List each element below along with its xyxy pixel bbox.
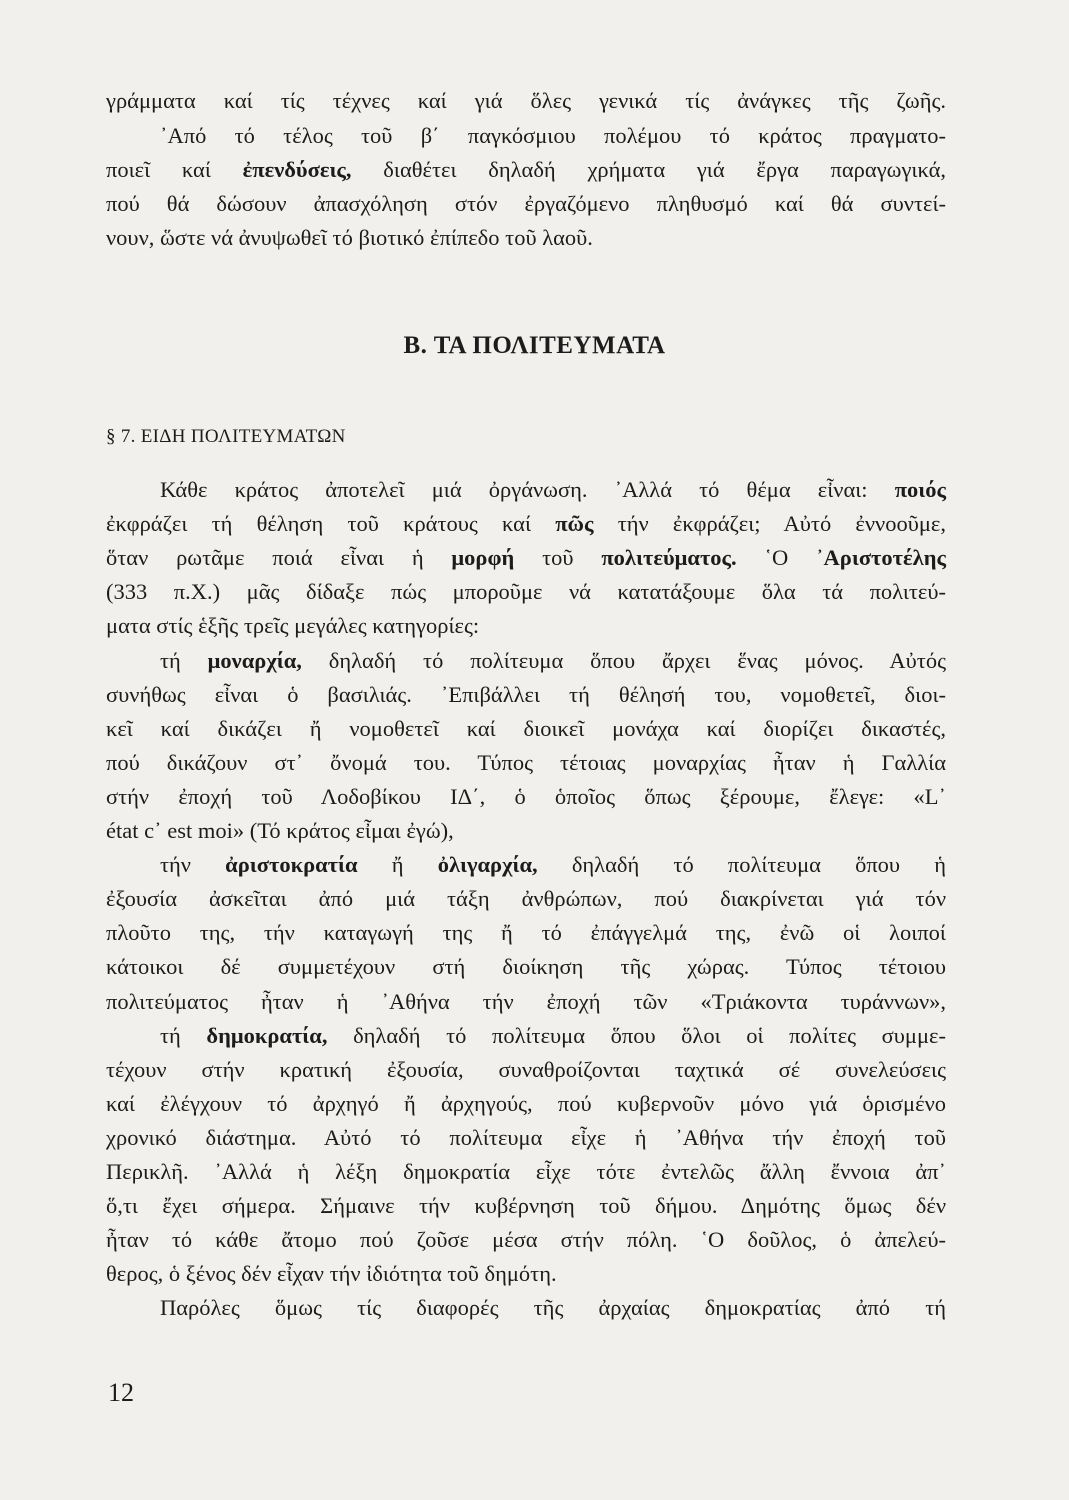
text-line: κάτοικοι δέ συμμετέχουν στή διοίκηση τῆς χώρας. Τύπος τέτοιου [106, 954, 946, 980]
text-span: δηλαδή τό πολίτευμα ὅπου ἄρχει ἕνας μόνος. Αὐτός [301, 647, 946, 673]
text-line: ἐξουσία ἀσκεῖται ἀπό μιά τάξη ἀνθρώπων, πού διακρίνεται γιά τόν [106, 886, 946, 912]
page-number: 12 [108, 1378, 134, 1407]
text-line [160, 1021, 946, 1051]
text-line: πού δικάζουν στ᾿ ὄνομά του. Τύπος τέτοιας μοναρχίας ἦταν ἡ Γαλλία [106, 749, 946, 775]
emphasized-term: πολιτεύματος. [601, 545, 737, 571]
text-line: πολιτεύματος ἦταν ἡ ᾿Αθήνα τήν ἐποχή τῶν «Τριάκοντα τυράννων», [106, 988, 946, 1014]
text-line [106, 155, 946, 185]
text-line [106, 543, 946, 573]
emphasized-term: ἐπενδύσεις, [242, 157, 352, 182]
text-line: Περικλῆ. ᾿Αλλά ἡ λέξη δημοκρατία εἶχε τότε ἐντελῶς ἄλλη ἔννοια ἀπ᾿ [106, 1159, 946, 1184]
text-span: τοῦ [514, 545, 602, 571]
text-line: ἦταν τό κάθε ἄτομο πού ζοῦσε μέσα στήν πόλη. ῾Ο δοῦλος, ὁ ἀπελεύ- [106, 1227, 946, 1253]
text-line: νουν, ὥστε νά ἀνυψωθεῖ τό βιοτικό ἐπίπεδο τοῦ λαοῦ. [106, 225, 593, 250]
emphasized-term: ὀλιγαρχία, [437, 852, 538, 878]
text-line: ματα στίς ἑξῆς τρεῖς μεγάλες κατηγορίες: [106, 613, 480, 639]
text-line: ὅ,τι ἔχει σήμερα. Σήμαινε τήν κυβέρνηση τοῦ δήμου. Δημότης ὅμως δέν [106, 1193, 946, 1219]
text-line: στήν ἐποχή τοῦ Λοδοβίκου ΙΔ΄, ὁ ὁποῖος ὅπως ξέρουμε, ἔλεγε: «L᾿ [106, 783, 946, 809]
text-line [160, 475, 946, 505]
text-span: ὅταν ρωτᾶμε ποιά εἶναι ἡ [106, 545, 452, 571]
text-span: διαθέτει δηλαδή χρήματα γιά ἔργα παραγωγικά, [351, 157, 946, 182]
text-line: συνήθως εἶναι ὁ βασιλιάς. ᾿Επιβάλλει τή θέλησή του, νομοθετεῖ, διοι- [106, 681, 946, 707]
text-line [160, 850, 946, 880]
text-span: ἐκφράζει τή θέληση τοῦ κράτους καί [106, 511, 556, 537]
emphasized-term: ἀριστοκρατία [225, 852, 358, 878]
emphasized-term: πῶς [555, 511, 594, 537]
text-line: πού θά δώσουν ἀπασχόληση στόν ἐργαζόμενο πληθυσμό καί θά συντεί- [106, 191, 946, 216]
emphasized-term: ᾿Αριστοτέλης [816, 545, 946, 571]
text-line: Παρόλες ὅμως τίς διαφορές τῆς ἀρχαίας δημοκρατίας ἀπό τή [160, 1295, 946, 1321]
emphasized-term: μοναρχία, [207, 647, 302, 673]
text-line: état c᾿ est moi» (Τό κράτος εἶμαι ἐγώ), [106, 818, 454, 843]
emphasized-term: ποιός [894, 477, 946, 502]
text-span: Κάθε κράτος ἀποτελεῖ μιά ὀργάνωση. ᾿Αλλά τό θέμα εἶναι: [160, 477, 895, 502]
text-span: τή [160, 1022, 207, 1048]
text-span: ἤ [357, 852, 438, 878]
text-line [106, 509, 946, 539]
emphasized-term: δημοκρατία, [206, 1022, 328, 1048]
text-span: δηλαδή τό πολίτευμα ὅπου ὅλοι οἱ πολίτες συμμε- [327, 1022, 946, 1048]
text-line: ᾿Από τό τέλος τοῦ β΄ παγκόσμιου πολέμου τό κράτος πραγματο- [160, 123, 946, 148]
text-line: κεῖ καί δικάζει ἤ νομοθετεῖ καί διοικεῖ μονάχα καί διορίζει δικαστές, [106, 715, 946, 741]
text-span: τή [160, 647, 208, 673]
section-heading: Β. ΤΑ ΠΟΛΙΤΕΥΜΑΤΑ [403, 332, 666, 359]
text-line: καί ἐλέγχουν τό ἀρχηγό ἤ ἀρχηγούς, πού κυβερνοῦν μόνο γιά ὁρισμένο [106, 1090, 946, 1116]
text-span: ῾Ο [736, 545, 817, 571]
emphasized-term: μορφή [451, 545, 515, 571]
text-span: τήν [160, 852, 226, 878]
text-span: τήν ἐκφράζει; Αὐτό ἐννοοῦμε, [593, 511, 946, 537]
text-span: δηλαδή τό πολίτευμα ὅπου ἡ [537, 852, 947, 878]
text-line: χρονικό διάστημα. Αὐτό τό πολίτευμα εἶχε ἡ ᾿Αθήνα τήν ἐποχή τοῦ [106, 1124, 946, 1150]
text-line: πλοῦτο της, τήν καταγωγή της ἤ τό ἐπάγγελμά της, ἐνῶ οἱ λοιποί [106, 920, 946, 946]
text-span: ποιεῖ καί [106, 157, 243, 182]
text-line: τέχουν στήν κρατική ἐξουσία, συναθροίζονται ταχτικά σέ συνελεύσεις [106, 1056, 946, 1082]
text-line: γράμματα καί τίς τέχνες καί γιά ὅλες γενικά τίς ἀνάγκες τῆς ζωῆς. [106, 88, 946, 113]
text-line [160, 646, 946, 676]
text-line: (333 π.Χ.) μᾶς δίδαξε πώς μποροῦμε νά κατατάξουμε ὅλα τά πολιτεύ- [106, 579, 946, 605]
text-line: θερος, ὁ ξένος δέν εἶχαν τήν ἰδιότητα τοῦ δημότη. [106, 1261, 557, 1287]
subsection-heading: § 7. ΕΙΔΗ ΠΟΛΙΤΕΥΜΑΤΩΝ [106, 426, 346, 447]
